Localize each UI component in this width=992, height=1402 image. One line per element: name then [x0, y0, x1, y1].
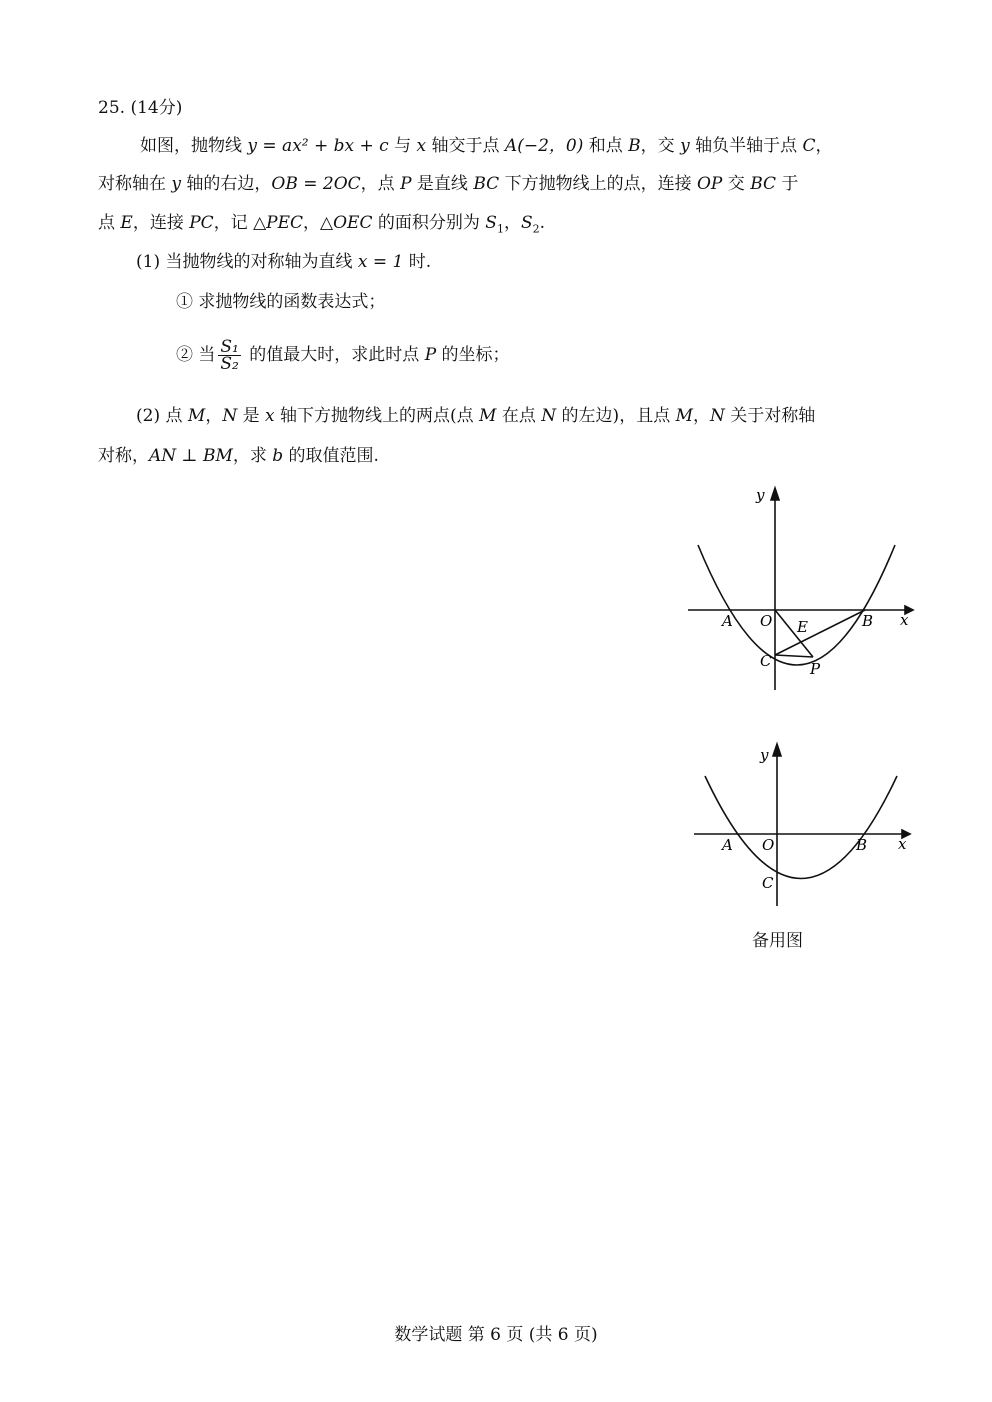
part2-line-2: 对称，AN ⊥ BM，求 b 的取值范围. — [98, 446, 379, 466]
label-x: x — [898, 835, 907, 853]
label-O: O — [762, 836, 775, 854]
label-B: B — [856, 836, 868, 854]
segment-PC — [775, 655, 813, 657]
label-P: P — [810, 660, 821, 678]
label-A: A — [722, 612, 733, 630]
intro-line-3: 点 E，连接 PC，记 △PEC，△OEC 的面积分别为 $S_1$，$S_2$. — [98, 213, 545, 236]
parabola — [705, 776, 897, 879]
area-ratio-fraction: $\frac{\text{S₁}}{\text{S₂}}$ — [220, 337, 239, 374]
intro-line-2: 对称轴在 y 轴的右边，OB = 2OC，点 P 是直线 BC 下方抛物线上的点，连接 OP 交 BC 于 — [98, 174, 799, 194]
y-axis-arrow — [771, 488, 779, 500]
label-C: C — [760, 652, 772, 670]
label-y: y — [760, 746, 769, 764]
parabola — [698, 545, 895, 665]
figure-caption: 备用图 — [752, 931, 803, 951]
part2-line-1: (2) 点 M，N 是 x 轴下方抛物线上的两点(点 M 在点 N 的左边)，且点 M，N 关于对称轴 — [136, 406, 816, 426]
part1-q2: ② 当 $\frac{\text{S₁}}{\text{S₂}}$ 的值最大时，求此时点 P 的坐标； — [176, 337, 510, 374]
label-B: B — [862, 612, 874, 630]
label-O: O — [760, 612, 773, 630]
part1-statement: (1) 当抛物线的对称轴为直线 x = 1 时. — [136, 252, 432, 272]
y-axis-arrow — [773, 744, 781, 756]
segment-BC — [775, 610, 865, 655]
label-A: A — [722, 836, 733, 854]
intro-line-1: 如图，抛物线 y = ax² + bx + c 与 x 轴交于点 A(−2，0) 和点 B，交 y 轴负半轴于点 C， — [140, 136, 833, 156]
question-heading: 25. (14分) — [98, 98, 183, 118]
label-y: y — [756, 486, 765, 504]
label-E: E — [797, 618, 808, 636]
page-footer: 数学试题 第 6 页 (共 6 页) — [394, 1325, 598, 1345]
part1-q1: ① 求抛物线的函数表达式； — [176, 292, 386, 312]
label-C: C — [762, 874, 774, 892]
figure-backup — [680, 736, 920, 916]
figure-main — [680, 480, 920, 700]
label-x: x — [900, 611, 909, 629]
